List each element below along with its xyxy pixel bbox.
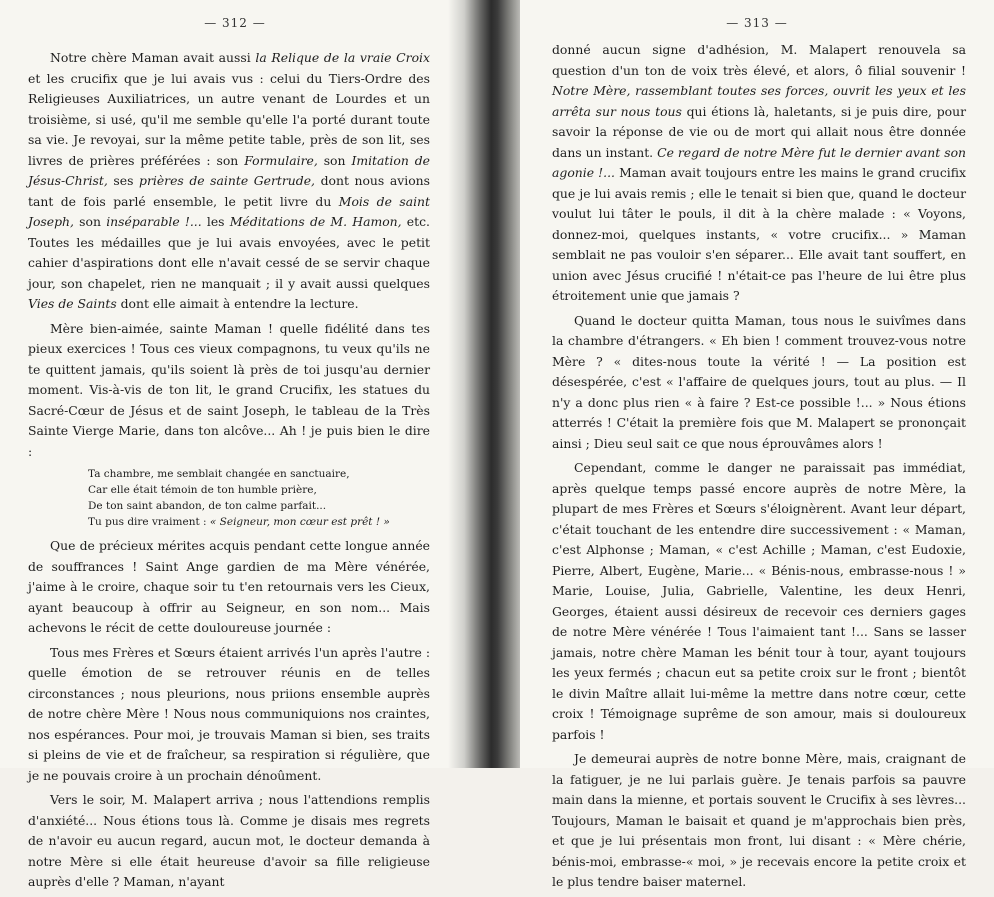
text-run: etc. Toutes les médailles que je lui avais envoyées, avec le petit cahier d'aspirations dont elle n'avait cessé de se servir chaque jour, son chapelet, rien ne manquait ; il y avait aussi quelques [28,214,430,291]
paragraph [28,48,430,315]
text-run: son [73,214,107,229]
text-run: Mère bien-aimée, sainte Maman ! quelle fidélité dans tes pieux exercices ! Tous ces vieux compagnons, tu veux qu'ils ne te quittent jamais, qu'ils soient là près de toi jusqu'au dernier moment. Vis-à-vis de ton lit, le grand Crucifix, les statues du Sacré-Cœur de Jésus et de saint Joseph, le tableau de la Très Sainte Vierge Marie, dans ton alcôve... Ah ! je puis bien le dire : [28,320,430,459]
italic-text: Méditations de M. Hamon, [229,214,402,229]
left-page [0,0,470,889]
text-run: dont elle aimait à entendre la lecture. [116,296,359,311]
paragraph [552,458,966,745]
paragraph [28,643,430,787]
page-number-left: — 312 — [204,16,266,30]
paragraph [28,319,430,463]
text-run: Je demeurai auprès de notre bonne Mère, mais, craignant de la fatiguer, je ne lui parlais guère. Je tenais parfois sa pauvre main dans la mienne, et portais souvent le Crucifix à ses lèvres... Toujours, Maman le baisait et quand je m'approchais bien près, et que je lui présentais mon front, lui disant : « Mère chérie, bénis-moi, embrasse-« moi, » je recevais encore la petite croix et le plus tendre baiser maternel. [552,751,966,889]
text-run: Que de précieux mérites acquis pendant cette longue année de souffrances ! Saint Ange gardien de ma Mère vénérée, j'aime à le croire, chaque soir tu t'en retournais vers les Cieux, ayant beaucoup à offrir au Seigneur, en son nom... Mais achevons le récit de cette douloureuse journée : [28,538,430,635]
text-run: Notre chère Maman avait aussi [50,50,256,65]
text-run: et les crucifix que je lui avais vus : celui du Tiers-Ordre des Religieuses Auxiliatrices, un autre venant de Lourdes et un troisième, si usé, qu'il me semble qu'elle l'a porté durant toute sa vie. Je revoyai, sur la même petite table, près de son lit, ses livres de prières préférées : son [28,70,430,168]
text-run: ses [107,173,140,188]
text-run: dont nous avions tant de fois parlé ensemble, le petit livre du [28,173,430,209]
paragraph [552,311,966,455]
text-run: qui étions là, haletants, si je puis dire, pour savoir la réponse de vie ou de mort qui allait nous être donnée dans un instant. [552,103,966,160]
text-run: Quand le docteur quitta Maman, tous nous le suivîmes dans la chambre d'étrangers. « Eh bien ! comment trouvez-vous notre Mère ? « dites-nous toute la vérité ! — La position est désespérée, c'est « l'affaire de quelques jours, tout au plus. — Il n'y a donc plus rien « à faire ? Est-ce possible !... » Nous étions atterrés ! C'était la première fois que M. Malapert se prononçait ainsi ; Dieu seul sait ce que nous éprouvâmes alors ! [552,312,966,451]
italic-text: Mois de saint Joseph, [28,193,431,229]
paragraph [552,749,966,893]
paragraph [28,790,430,893]
italic-text: Formulaire, [244,152,318,168]
right-page-text [552,40,966,897]
poem-line: Ta chambre, me semblait changée en sanctuaire, [88,468,350,480]
poem-line: De ton saint abandon, de ton calme parfait... [88,500,327,512]
text-run: Maman avait toujours entre les mains le grand crucifix que je lui avais remis ; elle le tenait si bien que, quand le docteur voulut lui tâter le pouls, il dit à la chère malade : « Voyons, donnez-moi, quelques instants, « votre crucifix... » Maman semblait ne pas vouloir s'en séparer... Elle avait tant souffert, en union avec Jésus crucifié ! n'était-ce pas l'heure de lui être plus étroitement unie que jamais ? [552,165,966,303]
italic-text: prières de sainte Gertrude, [139,173,315,188]
poem-line: Car elle était témoin de ton humble prière, [88,484,317,496]
italic-text: Imitation de Jésus-Christ, [28,152,430,188]
page-number-right: — 313 — [726,16,788,30]
poem-quote [88,466,430,530]
text-run: les [201,214,230,229]
text-run: son [317,152,352,168]
text-run: Tous mes Frères et Sœurs étaient arrivés l'un après l'autre : quelle émotion de se retrouver réunis en de telles circonstances ; nous pleurions, nous priions ensemble auprès de notre chère Mère ! Nous nous communiquions nos craintes, nos espérances. Pour moi, je trouvais Maman si bien, ses traits si pleins de vie et de fraîcheur, sa respiration si régulière, que je ne pouvais croire à un prochain dénoûment. [28,644,430,783]
italic-text: Ce regard de notre Mère fut le dernier avant son agonie !... [552,144,967,180]
right-page [520,0,994,889]
paragraph [28,536,430,639]
text-run: donné aucun signe d'adhésion, M. Malapert renouvela sa question d'un ton de voix très élevé, et alors, ô filial souvenir ! [552,42,966,78]
text-run: Cependant, comme le danger ne paraissait pas immédiat, après quelque temps passé encore auprès de notre Mère, la plupart de mes Frères et Sœurs s'éloignèrent. Avant leur départ, c'était touchant de les entendre dire successivement : « Maman, c'est Alphonse ; Maman, « c'est Achille ; Maman, c'est Eudoxie, Pierre, Albert, Eugène, Marie... « Bénis-nous, embrasse-nous ! » Marie, Louise, Julia, Gabrielle, Valentine, les deux Henri, Georges, étaient aussi désireux de recevoir ces derniers gages de notre Mère vénérée ! Tous l'aimaient tant !... Sans se lasser jamais, notre chère Maman les bénit tour à tour, ayant toujours les yeux fermés ; chacun eut sa petite croix sur le front ; bientôt le divin Maître allait lui-même la mettre dans notre cœur, cette croix ! Témoignage suprême de son amour, mais si douloureux parfois ! [552,460,966,742]
italic-text: Vies de Saints [28,296,117,311]
poem-line: Tu pus dire vraiment : « Seigneur, mon cœur est prêt ! » [88,516,390,528]
left-page-text [28,48,430,897]
italic-text: inséparable !... [106,214,202,229]
italic-text: Notre Mère, rassemblant toutes ses forces, ouvrit les yeux et les arrêta sur nous tous [552,83,966,119]
paragraph [552,40,966,307]
text-run: Vers le soir, M. Malapert arriva ; nous l'attendions remplis d'anxiété... Nous étions tous là. Comme je disais mes regrets de n'avoir eu aucun regard, aucun mot, le docteur demanda à notre Mère si elle était heureuse d'avoir sa fille religieuse auprès d'elle ? Maman, n'ayant [28,792,430,889]
italic-text: la Relique de la vraie Croix [255,50,430,65]
